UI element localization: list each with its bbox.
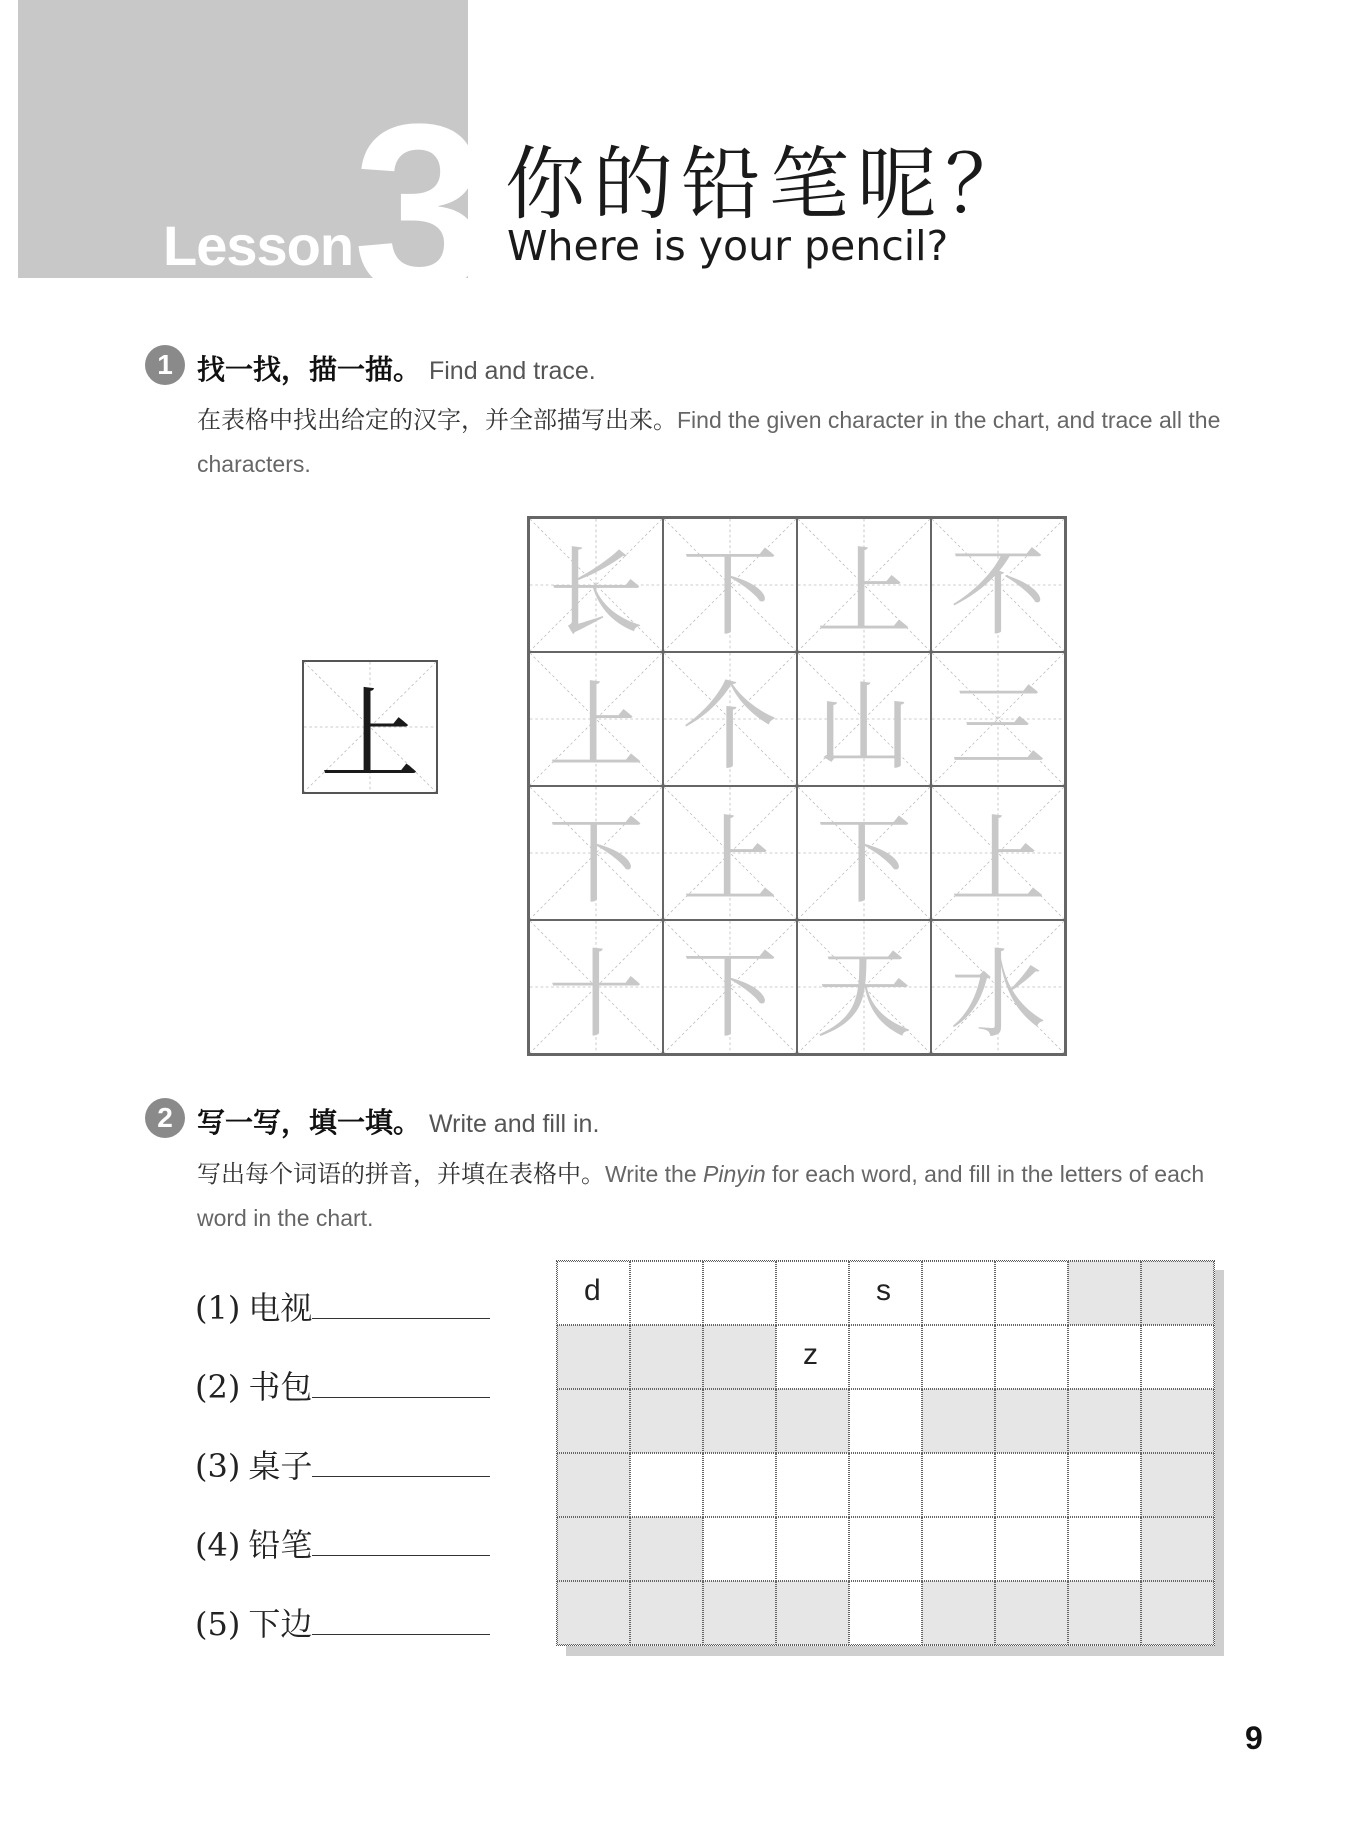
shaded-grid-cell [703,1389,776,1453]
shaded-grid-cell [557,1325,630,1389]
exercise-2-number: 2 [145,1098,185,1138]
letter-grid-cell[interactable]: s [849,1261,922,1325]
letter-grid-cell[interactable]: z [776,1325,849,1389]
shaded-grid-cell [776,1389,849,1453]
exercise-2-heading-en: Write and fill in. [428,1110,600,1138]
shaded-grid-cell [557,1517,630,1581]
letter-grid-cell[interactable] [630,1453,703,1517]
trace-cell[interactable] [931,786,1065,920]
trace-character: 上 [950,804,1046,917]
letter-grid-cell[interactable] [1068,1517,1141,1581]
letter-grid-cell[interactable] [995,1261,1068,1325]
trace-cell[interactable] [797,518,931,652]
trace-character: 上 [682,804,778,917]
lesson-title-chinese: 你的铅笔呢？ [505,138,1033,231]
vocab-number: (4) [195,1526,241,1564]
letter-grid-cell[interactable] [776,1261,849,1325]
shaded-grid-cell [557,1389,630,1453]
letter-grid-cell[interactable] [776,1453,849,1517]
vocab-number: (2) [195,1368,241,1406]
exercise-1-heading-en: Find and trace. [428,357,596,385]
exercise-2-instruction [197,1152,1237,1240]
letter-grid-cell[interactable] [995,1453,1068,1517]
exercise-2-instruction-zh: 写出每个词语的拼音，并填在表格中。 [197,1160,605,1188]
pinyin-answer-blank[interactable] [312,1446,490,1477]
letter-grid-cell[interactable] [849,1517,922,1581]
shaded-grid-cell [630,1581,703,1645]
letter-grid-cell[interactable] [922,1325,995,1389]
lesson-number: 3 [353,74,487,342]
exercise-1-instruction-en: Find the given character in the chart, and trace all the characters. [197,407,1221,477]
trace-cell[interactable] [529,652,663,786]
vocab-item [195,1362,490,1408]
letter-grid-cell[interactable] [1068,1325,1141,1389]
lesson-title-english: Where is your pencil? [507,222,949,270]
shaded-grid-cell [1141,1517,1214,1581]
shaded-grid-cell [703,1581,776,1645]
vocab-item [195,1599,490,1645]
trace-cell[interactable] [529,920,663,1054]
trace-cell[interactable] [797,920,931,1054]
exercise-1-number: 1 [145,345,185,385]
vocab-number: (5) [195,1605,241,1643]
trace-character: 山 [816,670,912,783]
target-character: 上 [320,677,420,794]
shaded-grid-cell [630,1325,703,1389]
vocab-number: (3) [195,1447,241,1485]
trace-cell[interactable] [663,920,797,1054]
vocab-item [195,1283,490,1329]
shaded-grid-cell [630,1389,703,1453]
exercise-1-heading-zh: 找一找，描一描。 [197,353,422,386]
letter-grid-cell[interactable] [849,1325,922,1389]
shaded-grid-cell [922,1581,995,1645]
trace-cell[interactable] [529,518,663,652]
letter-grid-cell[interactable] [849,1389,922,1453]
trace-character: 上 [816,536,912,649]
exercise-2-instruction-en-1: Write the [605,1161,703,1187]
shaded-grid-cell [995,1581,1068,1645]
letter-grid-cell[interactable] [995,1325,1068,1389]
vocab-number: (1) [195,1289,241,1327]
trace-cell[interactable] [797,652,931,786]
exercise-2-heading-zh: 写一写，填一填。 [197,1106,422,1139]
shaded-grid-cell [557,1453,630,1517]
exercise-1-instruction [197,398,1237,486]
shaded-grid-cell [1141,1453,1214,1517]
lesson-banner [18,0,487,342]
trace-cell[interactable] [931,920,1065,1054]
letter-grid-cell[interactable] [1068,1453,1141,1517]
trace-cell[interactable] [663,518,797,652]
shaded-grid-cell [1141,1261,1214,1325]
letter-grid-cell[interactable] [922,1261,995,1325]
letter-grid-cell[interactable] [630,1261,703,1325]
tracing-chart [527,516,1067,1056]
vocab-item [195,1520,490,1566]
trace-cell[interactable] [663,652,797,786]
shaded-grid-cell [1068,1261,1141,1325]
vocab-word: 书包 [248,1368,313,1406]
trace-character: 上 [548,670,644,783]
shaded-grid-cell [1141,1581,1214,1645]
trace-character: 下 [548,804,644,917]
pinyin-answer-blank[interactable] [312,1367,490,1398]
shaded-grid-cell [1141,1389,1214,1453]
letter-grid-cell[interactable] [922,1453,995,1517]
letter-grid-cell[interactable] [1141,1325,1214,1389]
trace-cell[interactable] [663,786,797,920]
exercise-2-heading [197,1101,599,1141]
vocab-word: 电视 [248,1289,313,1327]
vocab-word: 铅笔 [248,1526,313,1564]
letter-grid-cell[interactable] [703,1453,776,1517]
letter-grid-cell[interactable] [776,1517,849,1581]
exercise-1-heading [197,348,596,388]
shaded-grid-cell [995,1389,1068,1453]
trace-character: 个 [682,670,778,783]
pinyin-fill-chart [556,1260,1215,1646]
trace-character: 十 [548,938,644,1051]
shaded-grid-cell [630,1517,703,1581]
pinyin-answer-blank[interactable] [312,1525,490,1556]
shaded-grid-cell [1068,1389,1141,1453]
trace-character: 不 [950,536,1046,649]
pinyin-answer-blank[interactable] [312,1604,490,1635]
letter-grid-cell[interactable] [703,1517,776,1581]
shaded-grid-cell [922,1389,995,1453]
exercise-2-instruction-en-pinyin: Pinyin [703,1161,766,1187]
trace-character: 长 [548,536,644,649]
trace-cell[interactable] [931,652,1065,786]
letter-grid-cell[interactable] [849,1453,922,1517]
trace-character: 下 [816,804,912,917]
trace-character: 下 [682,938,778,1051]
trace-character: 三 [950,670,1046,783]
trace-character: 下 [682,536,778,649]
letter-grid-cell[interactable]: d [557,1261,630,1325]
pinyin-answer-blank[interactable] [312,1288,490,1319]
vocab-item [195,1441,490,1487]
trace-cell[interactable] [529,786,663,920]
trace-cell[interactable] [931,518,1065,652]
shaded-grid-cell [1068,1581,1141,1645]
trace-character: 水 [950,938,1046,1051]
letter-grid-cell[interactable] [922,1517,995,1581]
shaded-grid-cell [557,1581,630,1645]
page-number: 9 [1245,1720,1263,1756]
trace-cell[interactable] [797,786,931,920]
shaded-grid-cell [776,1581,849,1645]
exercise-1-instruction-zh: 在表格中找出给定的汉字，并全部描写出来。 [197,406,677,434]
trace-character: 天 [816,938,912,1051]
exercise-2-instruction-en-2: for each word, and fill in the letters of each word in the chart. [197,1161,1205,1231]
vocab-word: 桌子 [248,1447,313,1485]
lesson-label: Lesson [163,214,354,277]
target-character-box [302,660,438,794]
letter-grid-cell[interactable] [849,1581,922,1645]
letter-grid-cell[interactable] [703,1261,776,1325]
vocab-word: 下边 [248,1605,313,1643]
shaded-grid-cell [703,1325,776,1389]
letter-grid-cell[interactable] [995,1517,1068,1581]
